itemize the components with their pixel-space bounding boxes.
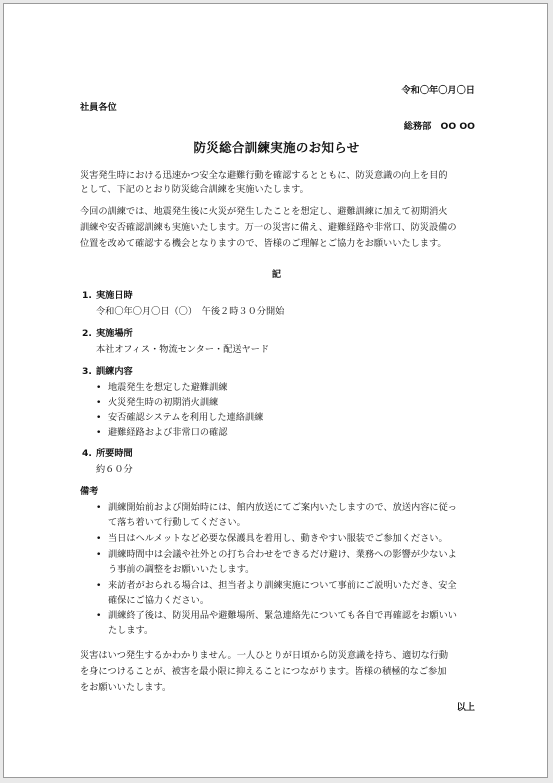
item-1-label: 実施日時 bbox=[96, 290, 133, 301]
intro-p2-line3: 位置を改めて確認する機会となりますので、皆様のご理解とご協力をお願いいたします。 bbox=[80, 238, 447, 249]
intro-p1-line2: として、下記のとおり防災総合訓練を実施いたします。 bbox=[80, 184, 309, 195]
intro-p2-line2: 訓練や安否確認訓練も実施いたします。万一の災害に備え、避難経路や非常口、防災設備の bbox=[80, 222, 457, 233]
bullet-icon: • bbox=[96, 502, 102, 513]
document-title: 防災総合訓練実施のお知らせ bbox=[193, 140, 360, 155]
bullet-icon: • bbox=[96, 397, 102, 408]
note-5-line1: 訓練終了後は、防災用品や避難場所、緊急連絡先についても各自で再確認をお願いい bbox=[108, 610, 457, 621]
bullet-icon: • bbox=[96, 427, 102, 438]
bullet-icon: • bbox=[96, 412, 102, 423]
item-3-bullet-4: 避難経路および非常口の確認 bbox=[108, 427, 228, 438]
item-4-number: 4. bbox=[82, 448, 92, 459]
item-3-bullet-1: 地震発生を想定した避難訓練 bbox=[108, 382, 228, 393]
note-2-line1: 当日はヘルメットなど必要な保護具を着用し、動きやすい服装でご参加ください。 bbox=[108, 533, 448, 544]
item-1-value: 令和〇年〇月〇日（〇） 午後２時３０分開始 bbox=[96, 306, 285, 317]
bullet-icon: • bbox=[96, 533, 102, 544]
note-4-line1: 来訪者がおられる場合は、担当者より訓練実施について事前にご説明いただき、安全 bbox=[108, 580, 457, 591]
closing-line2: を身につけることが、被害を最小限に抑えることにつながります。皆様の積極的なご参加 bbox=[80, 666, 447, 677]
ki-heading: 記 bbox=[271, 269, 282, 280]
document-date: 令和〇年〇月〇日 bbox=[401, 85, 475, 96]
item-3-bullet-2: 火災発生時の初期消火訓練 bbox=[108, 397, 219, 408]
note-1-line1: 訓練開始前および開始時には、館内放送にてご案内いたしますので、放送内容に従っ bbox=[108, 502, 457, 513]
item-3-label: 訓練内容 bbox=[96, 366, 133, 377]
intro-p2-line1: 今回の訓練では、地震発生後に火災が発生したことを想定し、避難訓練に加えて初期消火 bbox=[80, 206, 448, 217]
item-4-label: 所要時間 bbox=[96, 448, 133, 459]
recipient: 社員各位 bbox=[80, 102, 117, 113]
item-4-value: 約６０分 bbox=[96, 464, 133, 475]
item-3-bullet-3: 安否確認システムを利用した連絡訓練 bbox=[108, 412, 264, 423]
notes-heading: 備考 bbox=[80, 486, 99, 497]
note-3-line2: う事前の調整をお願いいたします。 bbox=[108, 564, 255, 575]
item-1-number: 1. bbox=[82, 290, 92, 301]
item-2-label: 実施場所 bbox=[96, 328, 133, 339]
ijou-closing: 以上 bbox=[456, 702, 475, 713]
document-page bbox=[3, 3, 548, 778]
closing-line3: をお願いいたします。 bbox=[80, 682, 172, 693]
bullet-icon: • bbox=[96, 382, 102, 393]
intro-p1-line1: 災害発生時における迅速かつ安全な避難行動を確認するとともに、防災意識の向上を目的 bbox=[80, 170, 448, 181]
sender: 総務部 OO OO bbox=[403, 121, 475, 132]
bullet-icon: • bbox=[96, 580, 102, 591]
note-5-line2: たします。 bbox=[108, 625, 154, 636]
note-3-line1: 訓練時間中は会議や社外との打ち合わせをできるだけ避け、業務への影響が少ないよ bbox=[108, 549, 457, 560]
bullet-icon: • bbox=[96, 610, 102, 621]
note-1-line2: て落ち着いて行動してください。 bbox=[108, 517, 246, 528]
item-2-value: 本社オフィス・物流センター・配送ヤード bbox=[96, 344, 270, 355]
note-4-line2: 確保にご協力ください。 bbox=[108, 595, 210, 606]
item-2-number: 2. bbox=[82, 328, 92, 339]
bullet-icon: • bbox=[96, 549, 102, 560]
closing-line1: 災害はいつ発生するかわかりません。一人ひとりが日頃から防災意識を持ち、適切な行動 bbox=[80, 650, 449, 661]
item-3-number: 3. bbox=[82, 366, 92, 377]
